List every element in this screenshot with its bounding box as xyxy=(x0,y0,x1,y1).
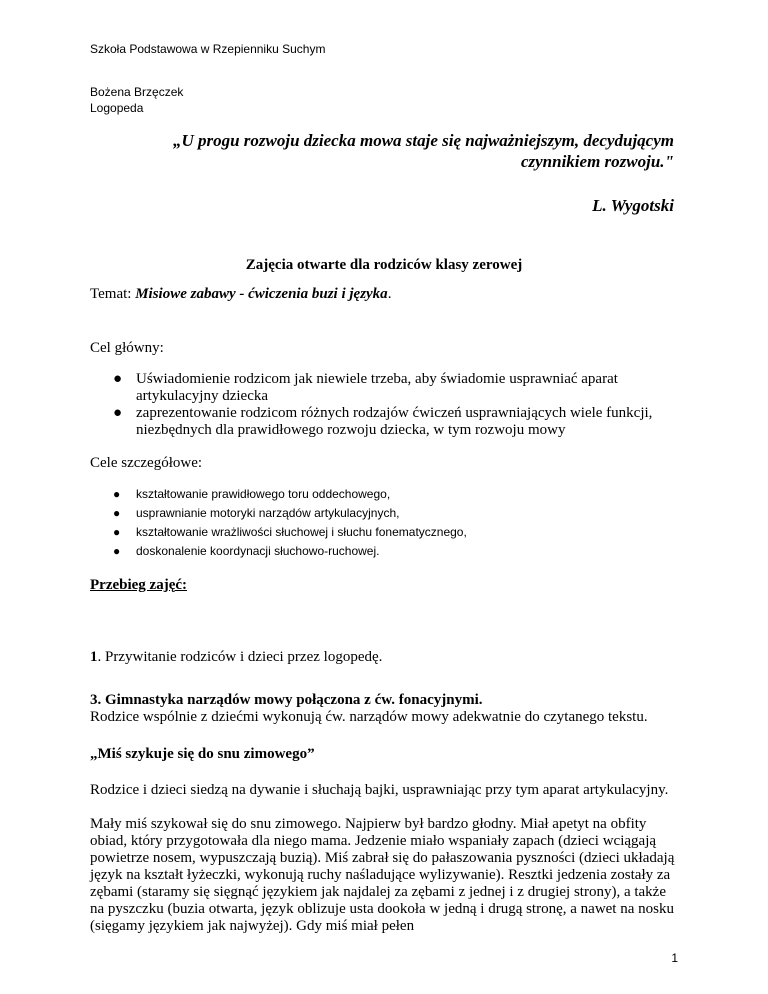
main-goal-label: Cel główny: xyxy=(90,340,164,356)
quote-author: L. Wygotski xyxy=(592,196,674,215)
topic-suffix: . xyxy=(387,286,392,302)
bullet-icon: ● xyxy=(113,371,123,387)
story-intro: Rodzice i dzieci siedzą na dywanie i słuchają bajki, usprawniając przy tym aparat artykulacyjny. xyxy=(90,782,669,798)
detailed-goals-label: Cele szczegółowe: xyxy=(90,455,203,471)
detailed-goal-item-3: kształtowanie wrażliwości słuchowej i słuchu fonematycznego, xyxy=(136,525,467,539)
step-3-heading: 3. Gimnastyka narządów mowy połączona z ćw. fonacyjnymi. xyxy=(90,692,483,708)
detailed-goal-item-4: doskonalenie koordynacji słuchowo-ruchowej. xyxy=(136,544,380,558)
bullet-icon: ● xyxy=(113,506,121,520)
list-item xyxy=(90,405,690,439)
topic-line xyxy=(90,286,391,303)
document-title: Zajęcia otwarte dla rodziców klasy zerowej xyxy=(245,257,523,273)
bullet-icon: ● xyxy=(113,544,121,558)
topic-label: Temat: xyxy=(90,286,132,302)
topic-value: Misiowe zabawy - ćwiczenia buzi i języka xyxy=(135,286,388,302)
step-3-text: Rodzice wspólnie z dziećmi wykonują ćw. narządów mowy adekwatnie do czytanego tekstu. xyxy=(90,709,648,725)
step-1 xyxy=(90,649,690,666)
list-item xyxy=(90,504,690,523)
page-number: 1 xyxy=(671,951,678,965)
author-role: Logopeda xyxy=(90,101,144,115)
step-1-text: . Przywitanie rodziców i dzieci przez logopedę. xyxy=(97,649,383,665)
main-goal-item-1: Uświadomienie rodzicom jak niewiele trzeba, aby świadomie usprawniać aparat artykulacyjny dziecka xyxy=(136,371,618,404)
detailed-goal-item-1: kształtowanie prawidłowego toru oddechowego, xyxy=(136,487,391,501)
bullet-icon: ● xyxy=(113,487,121,501)
step-1-number: 1 xyxy=(90,649,98,665)
list-item xyxy=(90,523,690,542)
list-item xyxy=(90,371,690,405)
list-item xyxy=(90,542,690,561)
detailed-goal-item-2: usprawnianie motoryki narządów artykulacyjnych, xyxy=(136,506,400,520)
course-heading: Przebieg zajęć: xyxy=(90,577,188,593)
detailed-goals-list xyxy=(90,485,690,561)
list-item xyxy=(90,485,690,504)
school-header: Szkoła Podstawowa w Rzepienniku Suchym xyxy=(90,42,326,56)
bullet-icon: ● xyxy=(113,525,121,539)
epigraph-quote: „U progu rozwoju dziecka mowa staje się najważniejszym, decydującym czynnikiem rozwoju." xyxy=(172,131,674,171)
story-title: „Miś szykuje się do snu zimowego” xyxy=(90,746,315,762)
author-name: Bożena Brzęczek xyxy=(90,85,184,99)
main-goal-item-2: zaprezentowanie rodzicom różnych rodzajów ćwiczeń usprawniających wiele funkcji, niezbędnych dla prawidłowego rozwoju dziecka, w tym rozwoju mowy xyxy=(136,405,653,438)
step-3 xyxy=(90,692,690,726)
bullet-icon: ● xyxy=(113,405,123,421)
story-body: Mały miś szykował się do snu zimowego. Najpierw był bardzo głodny. Miał apetyt na obfity obiad, który przygotowała dla niego mama. Jedzenie miało wspaniały zapach (dzieci wciągają powietrze nosem, wypuszczają buzią). Miś zabrał się do pałaszowania pyszności (dzieci układają język na kształt łyżeczki, wykonują ruchy naśladujące wylizywanie). Resztki jedzenia zostały za zębami (staramy się sięgnąć językiem jak najdalej za zębami z jednej i z drugiej strony), a także na pyszczku (buzia otwarta, język oblizuje usta dookoła w jedną i drugą stronę, a nawet na nosku (sięgamy językiem jak najwyżej). Gdy miś miał pełen xyxy=(90,816,675,934)
main-goal-list xyxy=(90,371,690,439)
author-block xyxy=(90,84,183,116)
